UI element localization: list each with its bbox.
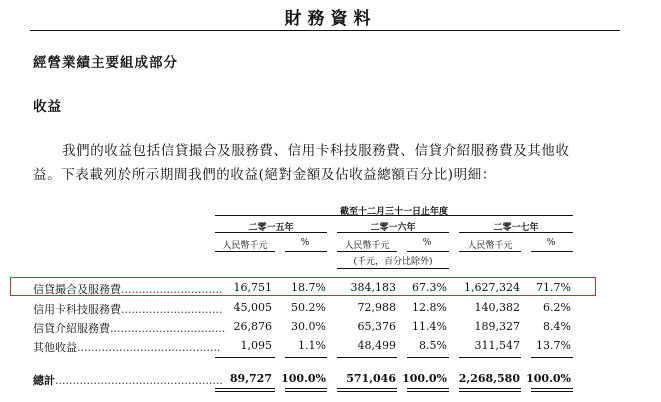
subtotal-rule xyxy=(459,357,521,358)
cell-r1-c6: 71.7% xyxy=(536,281,571,294)
header-rule xyxy=(30,30,620,31)
col-rule xyxy=(337,251,397,252)
col-rmb-2016: 人民幣千元 xyxy=(344,241,390,251)
total-double-rule xyxy=(285,388,327,392)
year-2017-rule xyxy=(459,232,573,233)
cell-r2-c5: 140,382 xyxy=(474,301,520,314)
cell-r4-c3: 48,499 xyxy=(357,339,396,352)
subsection-title: 收益 xyxy=(33,99,62,115)
total-double-rule xyxy=(459,388,521,392)
col-pct-2017: % xyxy=(546,238,556,248)
cell-r2-c6: 6.2% xyxy=(543,301,571,314)
col-rule xyxy=(285,251,327,252)
col-rmb-2017: 人民幣千元 xyxy=(467,241,513,251)
row-label-credit-referral: 信貸介紹服務費................................. xyxy=(33,322,226,335)
subtotal-rule xyxy=(215,357,275,358)
section-title: 經營業績主要組成部分 xyxy=(33,55,178,71)
subtotal-rule xyxy=(407,357,449,358)
paragraph-line-2: 益。下表載列於所示期間我們的收益(絕對金額及佔收益總額百分比)明細： xyxy=(33,167,496,183)
cell-r1-c3: 384,183 xyxy=(350,281,396,294)
cell-total-c5: 2,268,580 xyxy=(458,372,520,385)
cell-r3-c6: 8.4% xyxy=(543,320,571,333)
cell-r4-c1: 1,095 xyxy=(240,339,272,352)
col-rule xyxy=(407,251,449,252)
cell-r2-c4: 12.8% xyxy=(412,301,447,314)
row-label-other-revenue: 其他收益......................................... xyxy=(33,341,221,354)
row-label-credit-matching: 信貸撮合及服務費............................. xyxy=(33,283,223,296)
cell-r3-c3: 65,376 xyxy=(357,320,396,333)
year-2016-header: 二零一六年 xyxy=(370,223,416,233)
cell-r3-c1: 26,876 xyxy=(233,320,272,333)
cell-total-c3: 571,046 xyxy=(346,372,396,385)
cell-r4-c6: 13.7% xyxy=(536,339,571,352)
paragraph-line-1: 我們的收益包括信貸撮合及服務費、信用卡科技服務費、信貸介紹服務費及其他收 xyxy=(62,143,570,159)
cell-r2-c3: 72,988 xyxy=(357,301,396,314)
year-2015-header: 二零一五年 xyxy=(248,223,294,233)
cell-total-c6: 100.0% xyxy=(526,372,571,385)
subtotal-rule xyxy=(531,357,573,358)
col-rmb-2015: 人民幣千元 xyxy=(222,241,268,251)
cell-r3-c5: 189,327 xyxy=(474,320,520,333)
cell-r1-c4: 67.3% xyxy=(412,281,447,294)
col-rule xyxy=(531,251,573,252)
subtotal-rule xyxy=(285,357,327,358)
cell-r4-c5: 311,547 xyxy=(474,339,520,352)
cell-total-c4: 100.0% xyxy=(402,372,447,385)
year-2015-rule xyxy=(215,232,327,233)
cell-r1-c5: 1,627,324 xyxy=(464,281,520,294)
row-label-total: 總計................................................ xyxy=(33,374,223,387)
cell-r2-c2: 50.2% xyxy=(291,301,326,314)
unit-note: (千元，百分比除外) xyxy=(353,257,433,267)
cell-total-c1: 89,727 xyxy=(229,372,272,385)
cell-r3-c2: 30.0% xyxy=(291,320,326,333)
unit-note-rule xyxy=(337,268,449,269)
page-header-title: 財務資料 xyxy=(284,9,377,29)
period-rule xyxy=(215,215,573,216)
col-pct-2016: % xyxy=(422,238,432,248)
year-2017-header: 二零一七年 xyxy=(493,223,539,233)
col-rule xyxy=(459,251,521,252)
col-pct-2015: % xyxy=(300,238,310,248)
cell-r3-c4: 11.4% xyxy=(412,320,447,333)
cell-r1-c2: 18.7% xyxy=(291,281,326,294)
period-header: 截至十二月三十一日止年度 xyxy=(339,207,448,217)
subtotal-rule xyxy=(337,357,397,358)
cell-total-c2: 100.0% xyxy=(281,372,326,385)
cell-r4-c2: 1.1% xyxy=(298,339,326,352)
cell-r2-c1: 45,005 xyxy=(233,301,272,314)
col-rule xyxy=(215,251,275,252)
row-label-credit-card-tech: 信用卡科技服務費............................. xyxy=(33,303,223,316)
cell-r1-c1: 16,751 xyxy=(233,281,272,294)
total-double-rule xyxy=(531,388,573,392)
cell-r4-c4: 8.5% xyxy=(419,339,447,352)
total-double-rule xyxy=(215,388,275,392)
total-double-rule xyxy=(337,388,397,392)
total-double-rule xyxy=(407,388,449,392)
year-2016-rule xyxy=(337,232,449,233)
